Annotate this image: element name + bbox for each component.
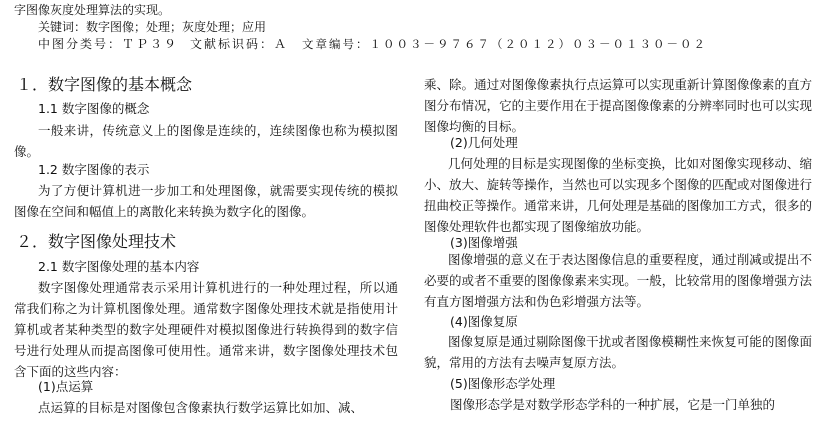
section-1-title: １．数字图像的基本概念 [16, 75, 193, 94]
subsection-1-2-paragraph: 为了方便计算机进一步加工和处理图像，就需要实现传统的模拟图像在空间和幅值上的离散化来转换为数字化的图像。 [14, 183, 398, 219]
subsection-2-1-paragraph: 数字图像处理通常表示采用计算机进行的一种处理过程，所以通常我们称之为计算机图像处理。通常数字图像处理技术就是指使用计算机或者某种类型的数字处理硬件对模拟图像进行转换得到的数字信号进行处理从而提高图像可使用性。通常来讲，数字图像处理技术包含下面的这些内容： [14, 280, 398, 379]
item-1-paragraph: 点运算的目标是对图像包含像素执行数学运算比如加、减、 [38, 400, 364, 415]
item-5-title: (5)图像形态学处理 [450, 376, 556, 391]
keywords: 关键词：数字图像；处理；灰度处理；应用 [38, 20, 267, 34]
section-2-title: ２．数字图像处理技术 [16, 232, 177, 251]
item-4-title: (4)图像复原 [450, 314, 518, 329]
item-5-paragraph: 图像形态学是对数学形态学科的一种扩展，它是一门单独的 [450, 397, 776, 412]
subsection-2-1-title: 2.1 数字图像处理的基本内容 [38, 259, 200, 274]
item-1-title: (1)点运算 [38, 379, 94, 394]
subsection-1-2-title: 1.2 数字图像的表示 [38, 162, 150, 177]
article-number: 文章编号：１００３－９７６７（２０１２）０３－０１３０－０２ [302, 37, 707, 51]
item-1-continuation: 乘、除。通过对图像像素执行点运算可以实现重新计算图像像素的直方图分布情况，它的主要作用在于提高图像像素的分辨率同时也可以实现图像均衡的目标。 [424, 77, 812, 134]
item-3-title: (3)图像增强 [450, 235, 518, 250]
item-2-title: (2)几何处理 [450, 135, 518, 150]
item-4-paragraph: 图像复原是通过剔除图像干扰或者图像模糊性来恢复可能的图像面貌，常用的方法有去噪声复原方法。 [424, 334, 812, 370]
document-code: 文献标识码：Ａ [190, 37, 289, 51]
clc-number: 中图分类号：ＴＰ３９ [38, 37, 179, 51]
subsection-1-1-paragraph: 一般来讲，传统意义上的图像是连续的，连续图像也称为模拟图像。 [14, 123, 398, 159]
subsection-1-1-title: 1.1 数字图像的概念 [38, 101, 150, 116]
item-2-paragraph: 几何处理的目标是实现图像的坐标变换，比如对图像实现移动、缩小、放大、旋转等操作，当然也可以实现多个图像的匹配或对图像进行扭曲校正等操作。通常来讲，几何处理是基础的图像加工方式，很多的图像处理软件也都实现了图像缩放功能。 [424, 156, 812, 234]
abstract-tail: 字图像灰度处理算法的实现。 [14, 3, 171, 17]
item-3-paragraph: 图像增强的意义在于表达图像信息的重要程度，通过削减或提出不必要的或者不重要的图像像素来实现。一般，比较常用的图像增强方法有直方图增强方法和伪色彩增强方法等。 [424, 252, 812, 309]
